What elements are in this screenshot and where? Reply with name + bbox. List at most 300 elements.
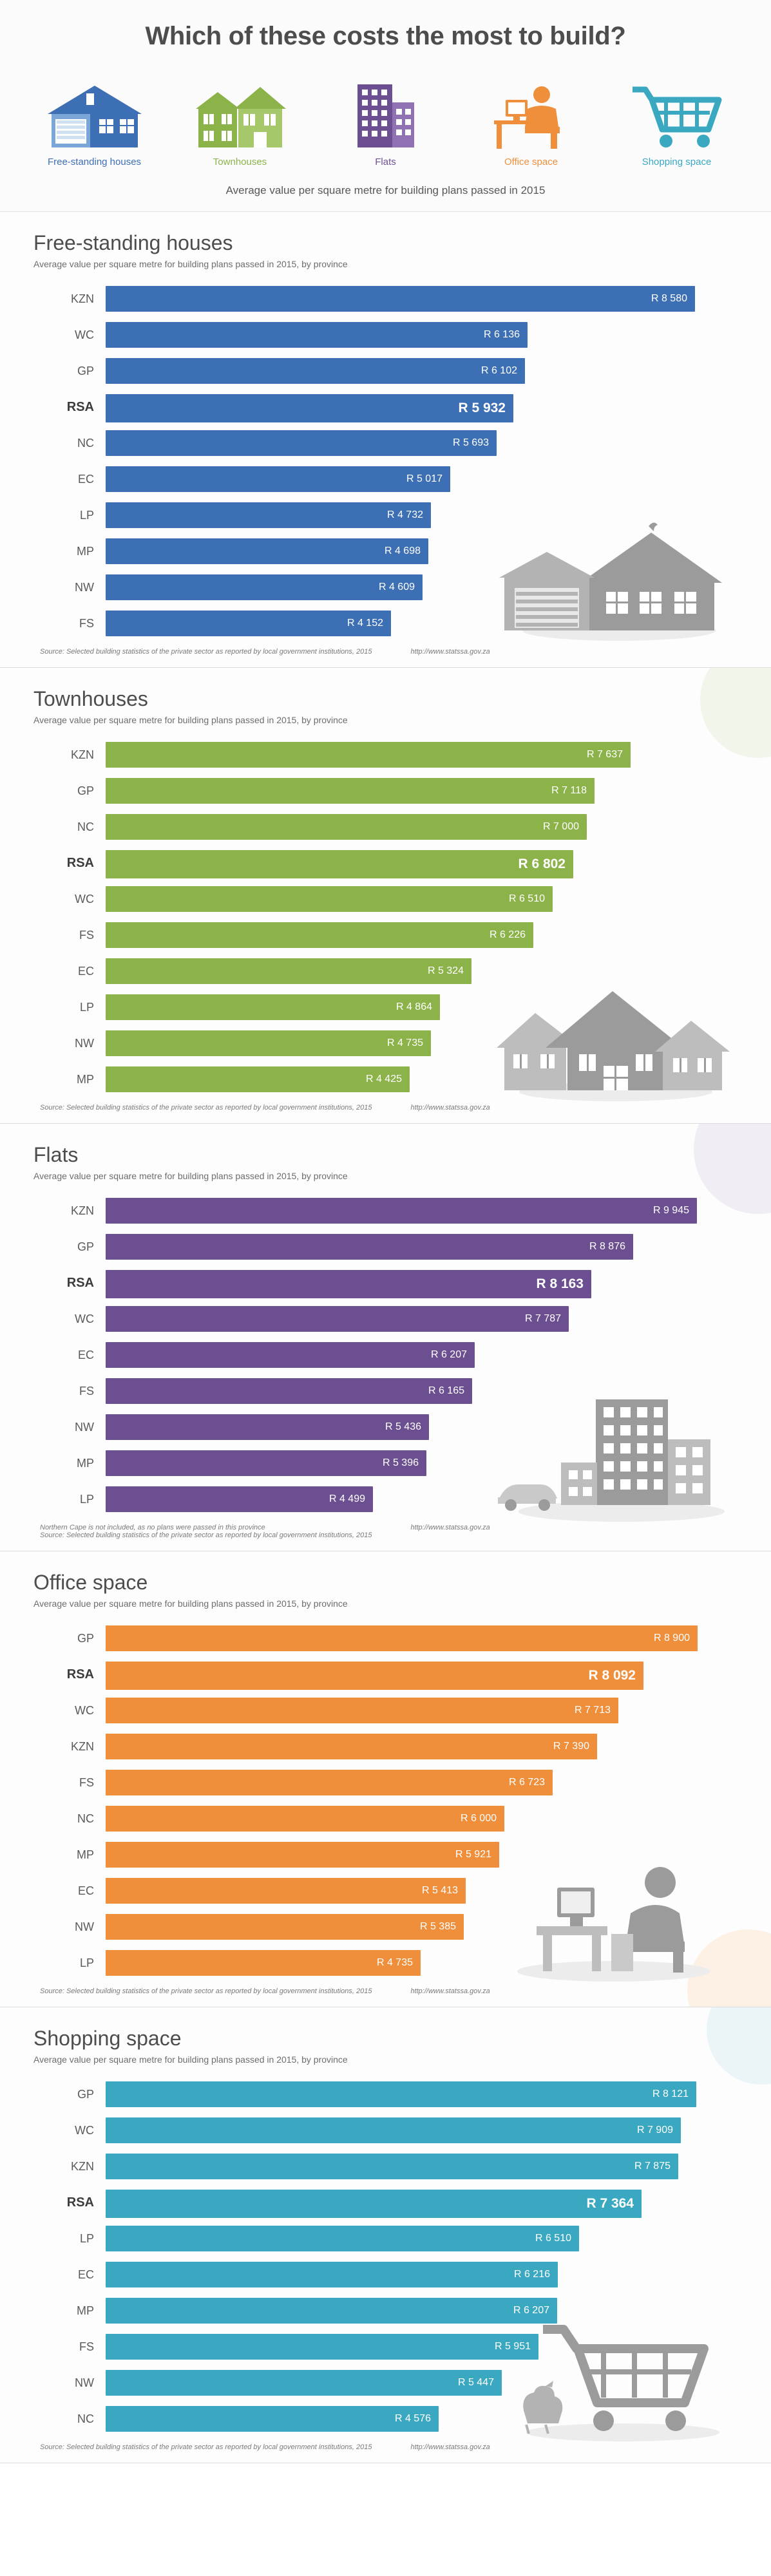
source-line: Source: Selected building statistics of the private sector as reported by local government institutions, 2015 [40,1987,372,1995]
chart-row [33,2370,738,2396]
chart-row [33,1414,738,1440]
section-subtitle: Average value per square metre for building plans passed in 2015, by province [33,2054,348,2065]
bar [106,1806,504,1832]
province-label: FS [79,616,94,630]
section-footnote [33,2443,738,2451]
bar [106,322,528,348]
bar-value-label: R 6 510 [508,893,545,904]
bar-track [106,538,738,564]
province-label: WC [75,1312,94,1325]
province-label: MP [77,1848,94,1861]
chart-row [33,2190,738,2215]
province-label: MP [77,2304,94,2317]
bar-value-label: R 4 732 [386,509,423,520]
bar [106,958,471,984]
province-label: RSA [66,399,94,414]
source-text [40,648,372,656]
province-label: KZN [71,1204,94,1217]
bar-value-label: R 4 152 [347,618,383,629]
province-label: RSA [66,1275,94,1290]
bar [106,2081,696,2107]
bar-track [106,2370,738,2396]
province-label: LP [79,1000,94,1014]
bar-value-label: R 6 510 [535,2233,571,2244]
bar [106,538,428,564]
bar [106,1066,410,1092]
bar-track [106,611,738,636]
website-link[interactable]: http://www.statssa.gov.za [410,1524,490,1531]
province-label: MP [77,544,94,558]
source-text [40,1524,372,1539]
section-title: Free-standing houses [33,231,233,254]
category-flats [331,74,441,167]
bar [106,1662,643,1690]
source-text [40,1104,372,1112]
chart-row [33,1950,738,1976]
bar-track [106,430,738,456]
chart-row [33,1770,738,1795]
chart-row [33,538,738,564]
bar-value-label: R 8 163 [536,1276,584,1291]
bar-value-label: R 7 000 [542,821,579,832]
bar-track [106,286,738,312]
bar-value-label: R 4 499 [328,1493,365,1504]
chart-section-free-standing-houses [0,212,771,668]
chart-row [33,466,738,492]
bar-track [106,2262,738,2287]
source-line: Source: Selected building statistics of the private sector as reported by local government institutions, 2015 [40,1531,372,1539]
chart-row [33,611,738,636]
bar-value-label: R 7 637 [586,749,623,760]
province-label: NC [77,820,94,833]
province-label: WC [75,1703,94,1717]
province-label: FS [79,928,94,942]
chart-section-shopping-space [0,2007,771,2463]
chart-section-office-space [0,1551,771,2007]
bar-value-label: R 8 876 [589,1241,625,1252]
province-label: FS [79,2340,94,2353]
province-label: GP [77,1240,94,1253]
bar-track [106,1234,738,1260]
website-link[interactable]: http://www.statssa.gov.za [410,1987,490,1995]
shopping-trolley-icon [622,74,732,151]
bar-track [106,466,738,492]
footnote-note: Northern Cape is not included, as no plans were passed in this province [40,1524,265,1531]
province-label: WC [75,328,94,341]
bar-track [106,1698,738,1723]
chart-row [33,850,738,876]
bar-track [106,1030,738,1056]
chart-row [33,994,738,1020]
chart-row [33,922,738,948]
bar-value-label: R 5 932 [458,401,506,415]
province-label: LP [79,1492,94,1506]
province-label: WC [75,892,94,905]
province-label: KZN [71,2159,94,2173]
bar-track [106,2081,738,2107]
bar [106,430,497,456]
bar [106,742,631,768]
bar-track [106,574,738,600]
category-office-space [477,74,586,167]
bar-value-label: R 6 207 [430,1349,467,1360]
bar [106,286,695,312]
bar-track [106,2406,738,2432]
bar-track [106,1950,738,1976]
bar-track [106,358,738,384]
province-label: KZN [71,748,94,761]
bar-value-label: R 6 000 [460,1813,497,1824]
bar-track [106,322,738,348]
province-label: LP [79,1956,94,1969]
chart-row [33,778,738,804]
chart-row [33,574,738,600]
bar-chart [33,1198,738,1512]
bar-track [106,1662,738,1687]
chart-row [33,1486,738,1512]
category-icon-row [0,74,771,167]
category-label: Shopping space [642,156,712,167]
province-label: GP [77,364,94,377]
bar-track [106,922,738,948]
bar-track [106,1806,738,1832]
province-label: FS [79,1776,94,1789]
decorative-blob [707,2007,771,2085]
bar [106,850,573,878]
bar [106,1950,421,1976]
bar-track [106,2154,738,2179]
section-title: Townhouses [33,687,148,710]
bar-value-label: R 8 580 [651,293,687,304]
bar-chart [33,286,738,636]
bar [106,466,450,492]
bar [106,2298,557,2324]
province-label: RSA [66,855,94,870]
bar [106,2117,681,2143]
province-label: WC [75,2123,94,2137]
bar-track [106,1914,738,1940]
province-label: NW [75,2376,94,2389]
province-label: EC [77,964,94,978]
bar-value-label: R 4 735 [386,1037,423,1048]
bar-track [106,1198,738,1224]
bar-value-label: R 9 945 [652,1205,689,1216]
bar [106,394,513,422]
bar-value-label: R 7 787 [524,1313,561,1324]
bar-value-label: R 4 864 [395,1001,432,1012]
bar [106,2370,502,2396]
bar-track [106,394,738,420]
bar [106,2262,558,2287]
section-title: Flats [33,1143,79,1166]
bar [106,1842,499,1868]
chart-row [33,2154,738,2179]
bar [106,502,431,528]
source-text [40,2443,372,2451]
province-label: EC [77,1884,94,1897]
province-label: GP [77,1631,94,1645]
bar-chart [33,2081,738,2432]
chart-row [33,1662,738,1687]
bar-track [106,994,738,1020]
bar-value-label: R 6 802 [518,857,566,871]
bar-track [106,1734,738,1759]
province-label: NW [75,1036,94,1050]
source-line: Source: Selected building statistics of the private sector as reported by local government institutions, 2015 [40,2443,372,2451]
category-label: Flats [375,156,396,167]
chart-row [33,1066,738,1092]
chart-row [33,1342,738,1368]
province-label: RSA [66,2195,94,2210]
chart-row [33,2081,738,2107]
chart-row [33,2117,738,2143]
chart-row [33,2262,738,2287]
bar-track [106,1450,738,1476]
bar [106,1734,597,1759]
bar-value-label: R 6 226 [489,929,526,940]
bar-value-label: R 6 102 [481,365,517,376]
bar-value-label: R 5 693 [452,437,489,448]
province-label: FS [79,1384,94,1397]
page-title: Which of these costs the most to build? [145,22,626,50]
office-desk-icon [477,74,586,151]
province-label: LP [79,2231,94,2245]
chart-row [33,358,738,384]
category-label: Townhouses [213,156,267,167]
bar-track [106,1414,738,1440]
chart-row [33,394,738,420]
chart-row [33,2226,738,2251]
bar-value-label: R 6 723 [508,1777,545,1788]
province-label: NW [75,580,94,594]
chart-row [33,1625,738,1651]
category-free-standing-houses [40,74,149,167]
chart-row [33,1914,738,1940]
bar-value-label: R 4 576 [394,2413,431,2424]
chart-row [33,1806,738,1832]
chart-row [33,1878,738,1904]
bar-value-label: R 7 909 [636,2125,673,2136]
section-subtitle: Average value per square metre for building plans passed in 2015, by province [33,1171,348,1181]
source-line: Source: Selected building statistics of the private sector as reported by local government institutions, 2015 [40,1104,372,1112]
bar-value-label: R 4 609 [378,582,415,592]
chart-row [33,1306,738,1332]
bar-track [106,1066,738,1092]
bar-value-label: R 7 875 [634,2161,671,2172]
chart-row [33,1030,738,1056]
bar-track [106,2190,738,2215]
province-label: RSA [66,1667,94,1681]
bar-value-label: R 8 121 [652,2088,689,2099]
bar [106,1770,553,1795]
source-line: Source: Selected building statistics of the private sector as reported by local government institutions, 2015 [40,648,372,656]
chart-row [33,430,738,456]
bar [106,1914,464,1940]
bar [106,1270,591,1298]
bar-value-label: R 4 425 [365,1074,402,1084]
bar [106,1450,426,1476]
bar [106,994,440,1020]
bar-chart [33,1625,738,1976]
bar [106,1625,698,1651]
website-link[interactable]: http://www.statssa.gov.za [410,1104,490,1112]
bar [106,814,587,840]
bar-track [106,778,738,804]
bar-track [106,814,738,840]
province-label: GP [77,2087,94,2101]
province-label: NC [77,436,94,450]
bar [106,1342,475,1368]
province-label: EC [77,1348,94,1361]
chart-row [33,322,738,348]
bar-track [106,1770,738,1795]
bar [106,2334,538,2360]
chart-row [33,1450,738,1476]
bar-track [106,1625,738,1651]
bar [106,1414,429,1440]
website-link[interactable]: http://www.statssa.gov.za [410,648,490,656]
bar [106,1198,697,1224]
chart-section-townhouses [0,668,771,1124]
bar [106,1030,431,1056]
province-label: EC [77,2268,94,2281]
category-label: Free-standing houses [47,156,142,167]
bar-track [106,1878,738,1904]
bar-track [106,1342,738,1368]
section-footnote [33,648,738,656]
bar-value-label: R 6 207 [513,2305,549,2316]
bar-value-label: R 8 900 [653,1633,690,1643]
bar-value-label: R 7 118 [551,785,587,796]
bar-value-label: R 5 396 [382,1457,419,1468]
chart-row [33,2334,738,2360]
province-label: EC [77,472,94,486]
bar [106,1378,472,1404]
bar-track [106,886,738,912]
bar-value-label: R 7 364 [586,2196,634,2211]
bar-value-label: R 5 436 [385,1421,421,1432]
bar-value-label: R 6 165 [428,1385,464,1396]
chart-row [33,1842,738,1868]
bar-value-label: R 5 413 [421,1885,458,1896]
category-townhouses [186,74,295,167]
section-footnote [33,1524,738,1539]
bar [106,1234,633,1260]
bar-track [106,2117,738,2143]
chart-row [33,2298,738,2324]
bar [106,778,595,804]
bar [106,611,391,636]
website-link[interactable]: http://www.statssa.gov.za [410,2443,490,2451]
section-title: Office space [33,1571,148,1594]
bar-track [106,742,738,768]
bar-value-label: R 5 324 [427,965,464,976]
bar [106,2190,642,2218]
bar-track [106,1842,738,1868]
section-subtitle: Average value per square metre for building plans passed in 2015, by province [33,715,348,725]
bar-chart [33,742,738,1092]
province-label: NC [77,2412,94,2425]
section-footnote [33,1104,738,1112]
page-subtitle: Average value per square metre for building plans passed in 2015 [225,184,546,196]
bar-value-label: R 6 136 [483,329,520,340]
bar-value-label: R 7 390 [553,1741,589,1752]
category-label: Office space [504,156,558,167]
section-subtitle: Average value per square metre for building plans passed in 2015, by province [33,1598,348,1609]
bar-track [106,1270,738,1296]
bar [106,2406,439,2432]
bar-value-label: R 5 385 [419,1921,456,1932]
bar-value-label: R 5 447 [457,2377,494,2388]
section-subtitle: Average value per square metre for building plans passed in 2015, by province [33,259,348,269]
bar-value-label: R 8 092 [588,1668,636,1683]
province-label: NW [75,1920,94,1933]
section-title: Shopping space [33,2027,182,2050]
chart-row [33,1698,738,1723]
bar-value-label: R 5 017 [406,473,443,484]
bar-track [106,850,738,876]
bar [106,574,423,600]
bar-value-label: R 5 921 [455,1849,491,1860]
chart-row [33,2406,738,2432]
province-label: MP [77,1456,94,1470]
bar [106,1486,373,1512]
bar [106,886,553,912]
province-label: KZN [71,292,94,305]
bar [106,1878,466,1904]
bar-value-label: R 5 951 [494,2341,531,2352]
bar-track [106,1306,738,1332]
bar-track [106,1486,738,1512]
province-label: NC [77,1812,94,1825]
bar [106,2154,678,2179]
province-label: LP [79,508,94,522]
chart-row [33,1198,738,1224]
bar-value-label: R 7 713 [574,1705,611,1716]
bar-track [106,2298,738,2324]
bar [106,2226,579,2251]
bar-value-label: R 4 735 [376,1957,413,1968]
chart-row [33,1734,738,1759]
bar [106,922,533,948]
townhouse-icon [186,74,295,151]
bar-track [106,1378,738,1404]
bar [106,1698,618,1723]
bar-track [106,2226,738,2251]
flats-icon [331,74,441,151]
source-text [40,1987,372,1995]
chart-row [33,286,738,312]
bar [106,1306,569,1332]
chart-row [33,742,738,768]
bar-track [106,2334,738,2360]
chart-row [33,886,738,912]
chart-row [33,958,738,984]
section-footnote [33,1987,738,1995]
chart-sections [0,212,771,2463]
chart-row [33,814,738,840]
chart-row [33,1270,738,1296]
chart-row [33,502,738,528]
bar-value-label: R 6 216 [513,2269,550,2280]
province-label: MP [77,1072,94,1086]
province-label: GP [77,784,94,797]
category-shopping-space [622,74,732,167]
house-icon [40,74,149,151]
chart-row [33,1378,738,1404]
infographic-header [0,0,771,212]
bar-track [106,958,738,984]
